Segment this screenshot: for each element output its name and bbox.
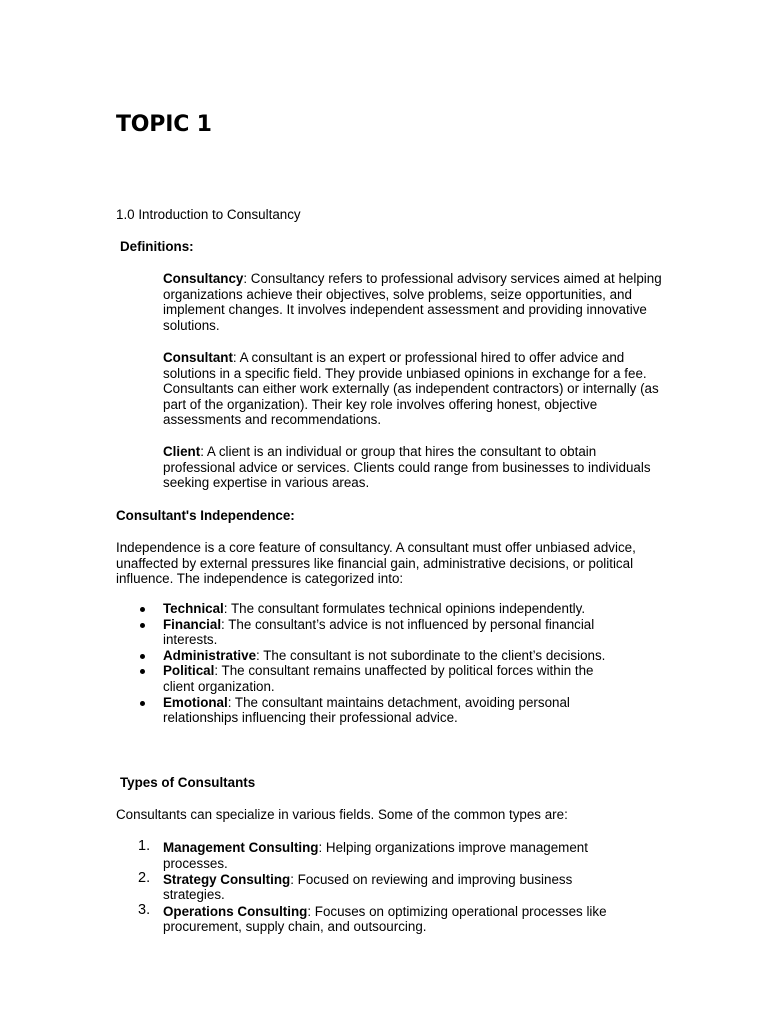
item-term: Emotional [163,694,228,710]
item-number: 3. [138,901,151,918]
list-item [116,901,676,935]
independence-heading: Consultant's Independence: [116,508,295,523]
item-text: : The consultant formulates technical opinions independently. [223,601,586,616]
bullet-icon [140,669,145,674]
list-item [116,617,676,648]
item-text: : The consultant is not subordinate to the client’s decisions. [256,647,606,663]
definition-consultancy [163,271,663,333]
types-heading: Types of Consultants [120,775,256,790]
item-term: Strategy Consulting [163,871,291,887]
definition-term: Client [163,444,201,459]
item-number: 1. [138,838,151,854]
list-item [116,840,676,871]
definition-consultant [163,350,663,428]
item-term: Financial [163,616,222,632]
definition-text: : A consultant is an expert or professional hired to offer advice and solutions in a specific field. They provide unbiased opinions in exchange for a fee. Consultants can either work externally (as independent contractors) or internally (as part of the organization). Their key role involves offering honest, objective assessments and recommendations. [163,350,659,428]
definition-client [163,444,663,491]
item-text: : The consultant maintains detachment, avoiding personal relationships influencing their professional advice. [163,694,570,726]
list-item [116,648,676,664]
bullet-icon [140,607,145,612]
item-text: : The consultant’s advice is not influenced by personal financial interests. [163,616,595,648]
bullet-icon [140,623,145,628]
item-text: : Focused on reviewing and improving business strategies. [163,871,573,903]
item-term: Management Consulting [163,840,319,855]
bullet-icon [140,701,145,706]
definition-text: : Consultancy refers to professional advisory services aimed at helping organizations achieve their objectives, solve problems, seize opportunities, and implement changes. It involves independent assessment and providing innovative solutions. [163,271,662,333]
item-term: Political [163,663,215,679]
item-text: : Focuses on optimizing operational processes like procurement, supply chain, and outsourcing. [163,903,607,935]
independence-list [116,601,676,726]
item-term: Administrative [163,647,257,663]
types-list [116,840,676,935]
item-number: 2. [138,869,151,886]
list-item [116,695,676,726]
page-title: TOPIC 1 [116,112,212,137]
definition-text: : A client is an individual or group that hires the consultant to obtain professional advice or services. Clients could range from businesses to individuals seeking expertise in various areas. [163,444,651,491]
bullet-icon [140,654,145,659]
list-item [116,601,676,617]
types-intro: Consultants can specialize in various fields. Some of the common types are: [116,807,568,822]
item-term: Technical [163,601,224,616]
definition-term: Consultancy [163,271,244,286]
list-item [116,663,676,694]
item-term: Operations Consulting [163,903,308,919]
item-text: : Helping organizations improve management processes. [163,840,588,871]
item-text: : The consultant remains unaffected by political forces within the client organization. [163,663,594,694]
independence-intro: Independence is a core feature of consultancy. A consultant must offer unbiased advice, unaffected by external pressures like financial gain, administrative decisions, or political influence. The independence is categorized into: [116,540,636,587]
list-item [116,869,676,903]
section-heading: 1.0 Introduction to Consultancy [116,207,301,222]
definition-term: Consultant [163,350,233,365]
definitions-heading: Definitions: [120,239,194,254]
